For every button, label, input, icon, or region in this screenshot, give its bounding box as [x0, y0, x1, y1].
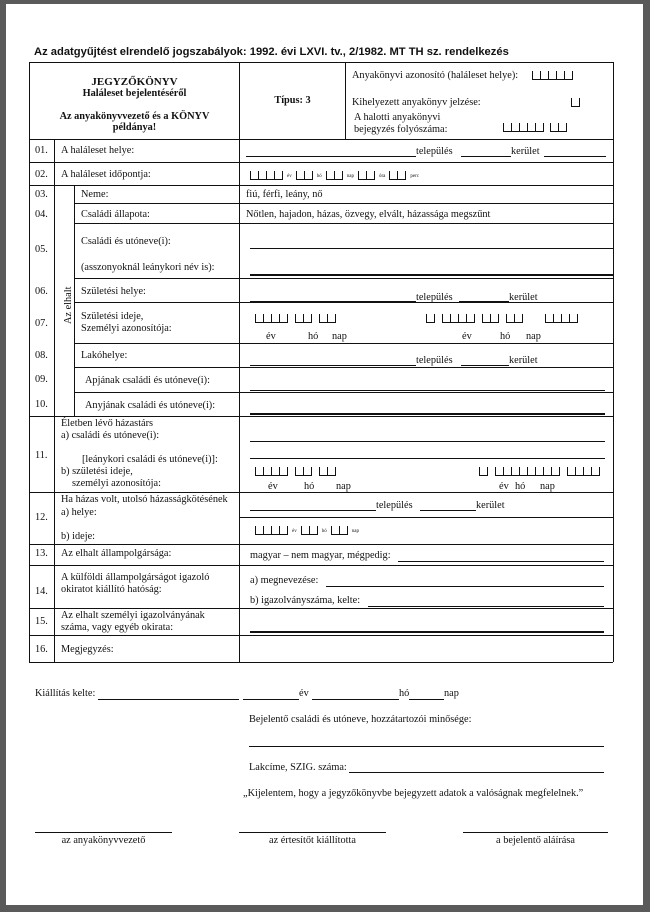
citizenship-other-field[interactable] — [398, 561, 604, 562]
notifier-signature-label: az értesítőt kiállította — [269, 835, 356, 846]
spouse-id-label: személyi azonosítója: — [72, 478, 161, 489]
unit-month: hó — [500, 331, 511, 342]
name-field[interactable] — [250, 248, 613, 249]
table-border — [74, 185, 75, 416]
issue-year-field[interactable] — [243, 699, 299, 700]
row-number: 10. — [35, 399, 48, 410]
registrar-signature-label: az anyakönyvvezető — [61, 835, 146, 846]
marriage-settlement-field[interactable] — [420, 510, 476, 511]
unit-year: év — [268, 481, 278, 492]
marriage-label: Ha házas volt, utolsó házasságkötésének — [61, 494, 228, 505]
external-book-label: Kihelyezett anyakönyv jelzése: — [352, 97, 481, 108]
death-place-field[interactable] — [246, 156, 416, 157]
maiden-name-note: (asszonyoknál leánykori név is): — [81, 262, 215, 273]
issue-day-field[interactable] — [409, 699, 444, 700]
district-label: kerület — [511, 146, 540, 157]
deceased-vertical-label: Az elhalt — [63, 286, 74, 324]
father-name-field[interactable] — [250, 390, 605, 391]
registrar-signature-line[interactable] — [35, 832, 172, 833]
residence-label: Lakóhelye: — [81, 350, 128, 361]
death-register-boxes[interactable] — [503, 123, 567, 132]
unit-year: év — [462, 331, 472, 342]
unit-day: nap — [336, 481, 351, 492]
reporter-signature-line[interactable] — [463, 832, 608, 833]
spouse-maiden-label: [leánykori családi és utóneve(i)]: — [82, 454, 218, 465]
document-name-label: a) megnevezése: — [250, 575, 319, 586]
row-number: 14. — [35, 586, 48, 597]
table-border — [29, 139, 613, 140]
table-border — [613, 62, 614, 662]
sex-options[interactable]: fiú, férfi, leány, nő — [246, 189, 323, 200]
marriage-date-label: b) ideje: — [61, 531, 96, 542]
unit-day: nap — [332, 331, 347, 342]
issue-month-field[interactable] — [312, 699, 399, 700]
form-title: JEGYZŐKÖNYV — [91, 76, 178, 88]
personal-id-boxes[interactable] — [426, 314, 578, 323]
document-number-label: b) igazolványszáma, kelte: — [250, 595, 361, 606]
row-number: 01. — [35, 145, 48, 156]
unit-year: év — [499, 481, 509, 492]
id-card-label: Az elhalt személyi igazolványának — [61, 610, 205, 621]
row-number: 09. — [35, 374, 48, 385]
birth-place-label: Születési helye: — [81, 286, 146, 297]
father-name-label: Apjának családi és utóneve(i): — [85, 375, 210, 386]
document-name-field[interactable] — [326, 586, 604, 587]
unit-day: nap — [444, 688, 459, 699]
district-label: kerület — [509, 292, 538, 303]
marital-status-options[interactable]: Nőtlen, hajadon, házas, özvegy, elvált, házassága megszűnt — [246, 209, 491, 220]
unit-day: nap — [526, 331, 541, 342]
unit-month: hó — [308, 331, 319, 342]
marriage-place-field[interactable] — [250, 510, 376, 511]
spouse-name-field[interactable] — [250, 441, 605, 442]
residence-settlement-field[interactable] — [461, 365, 509, 366]
district-label: kerület — [476, 500, 505, 511]
remarks-field[interactable] — [240, 636, 613, 662]
unit-year: év — [266, 331, 276, 342]
row-number: 06. — [35, 286, 48, 297]
reporter-field[interactable] — [249, 746, 604, 747]
table-border — [345, 62, 346, 139]
copy-note: Az anyakönyvvezető és a KÖNYV — [59, 111, 210, 122]
type-label: Típus: 3 — [274, 95, 311, 106]
marriage-place-label: a) helye: — [61, 507, 97, 518]
maiden-name-field[interactable] — [250, 274, 613, 276]
copy-note-2: példánya! — [112, 122, 157, 133]
row-number: 12. — [35, 512, 48, 523]
row-number: 02. — [35, 169, 48, 180]
external-book-box[interactable] — [571, 98, 580, 107]
issue-place-field[interactable] — [98, 699, 239, 700]
declaration-text: „Kijelentem, hogy a jegyzőkönyvbe bejegyzett adatok a valóságnak megfelelnek.” — [243, 788, 584, 799]
district-label: kerület — [509, 355, 538, 366]
spouse-birth-label: b) születési ideje, — [61, 466, 133, 477]
mother-name-field[interactable] — [250, 413, 605, 415]
spouse-id-boxes[interactable] — [479, 467, 600, 476]
sex-label: Neme: — [81, 189, 109, 200]
death-time-label: A haláleset időpontja: — [61, 169, 151, 180]
foreign-authority-label: A külföldi állampolgárságot igazoló — [61, 572, 210, 583]
death-place-label: A haláleset helye: — [61, 145, 135, 156]
settlement-label: település — [416, 146, 453, 157]
issue-date-label: Kiállítás kelte: — [35, 688, 96, 699]
law-reference: Az adatgyűjtést elrendelő jogszabályok: 1992. évi LXVI. tv., 2/1982. MT TH sz. rendelkezés — [34, 46, 509, 58]
notifier-signature-line[interactable] — [239, 832, 386, 833]
reporter-label: Bejelentő családi és utóneve, hozzátartozói minősége: — [249, 714, 472, 725]
spouse-name-label: a) családi és utóneve(i): — [61, 430, 160, 441]
foreign-authority-label-2: okiratot kiállító hatóság: — [61, 584, 162, 595]
settlement-label: település — [416, 355, 453, 366]
id-card-field[interactable] — [250, 631, 604, 633]
residence-field[interactable] — [250, 365, 416, 366]
row-number: 03. — [35, 189, 48, 200]
birth-date-boxes[interactable] — [255, 314, 336, 323]
document-number-field[interactable] — [368, 606, 604, 607]
row-number: 07. — [35, 318, 48, 329]
spouse-label: Életben lévő házastárs — [61, 418, 154, 429]
citizenship-options[interactable]: magyar – nem magyar, mégpedig: — [250, 550, 391, 561]
row-number: 08. — [35, 350, 48, 361]
birth-date-label: Születési ideje, — [81, 311, 144, 322]
death-time-boxes[interactable]: év hó nap óra perc — [250, 171, 423, 180]
registry-id-label: Anyakönyvi azonosító (haláleset helye): — [352, 70, 519, 81]
registry-id-boxes[interactable] — [532, 71, 573, 80]
row-number: 11. — [35, 450, 48, 461]
unit-day: nap — [540, 481, 555, 492]
address-label: Lakcíme, SZIG. száma: — [249, 762, 347, 773]
row-number: 05. — [35, 244, 48, 255]
settlement-label: település — [416, 292, 453, 303]
id-card-label-2: száma, vagy egyéb okirata: — [61, 622, 174, 633]
birth-settlement-field[interactable] — [459, 301, 509, 302]
spouse-birth-boxes[interactable] — [255, 467, 336, 476]
table-border — [239, 62, 240, 662]
death-register-label-2: bejegyzés folyószáma: — [354, 124, 448, 135]
row-number: 04. — [35, 209, 48, 220]
form-page — [6, 4, 643, 905]
remarks-label: Megjegyzés: — [61, 644, 114, 655]
personal-id-label: Személyi azonosítója: — [81, 323, 172, 334]
unit-month: hó — [399, 688, 410, 699]
spouse-maiden-field[interactable] — [250, 458, 605, 459]
death-register-label: A halotti anyakönyvi — [354, 112, 441, 123]
marriage-date-boxes[interactable]: év hó nap — [255, 526, 363, 535]
address-field[interactable] — [349, 772, 604, 773]
death-place-district-field[interactable] — [544, 156, 606, 157]
reporter-signature-label: a bejelentő aláírása — [496, 835, 575, 846]
settlement-label: település — [376, 500, 413, 511]
name-label: Családi és utóneve(i): — [81, 236, 171, 247]
marital-status-label: Családi állapota: — [81, 209, 150, 220]
row-number: 13. — [35, 548, 48, 559]
unit-month: hó — [304, 481, 315, 492]
row-number: 16. — [35, 644, 48, 655]
row-number: 15. — [35, 616, 48, 627]
mother-name-label: Anyjának családi és utóneve(i): — [85, 400, 216, 411]
birth-place-field[interactable] — [250, 301, 416, 302]
unit-year: év — [299, 688, 309, 699]
table-border — [29, 62, 30, 662]
table-border — [29, 62, 613, 63]
death-place-settlement-field[interactable] — [461, 156, 511, 157]
form-subtitle: Haláleset bejelentéséről — [82, 88, 187, 99]
unit-month: hó — [515, 481, 526, 492]
citizenship-label: Az elhalt állampolgársága: — [61, 548, 172, 559]
